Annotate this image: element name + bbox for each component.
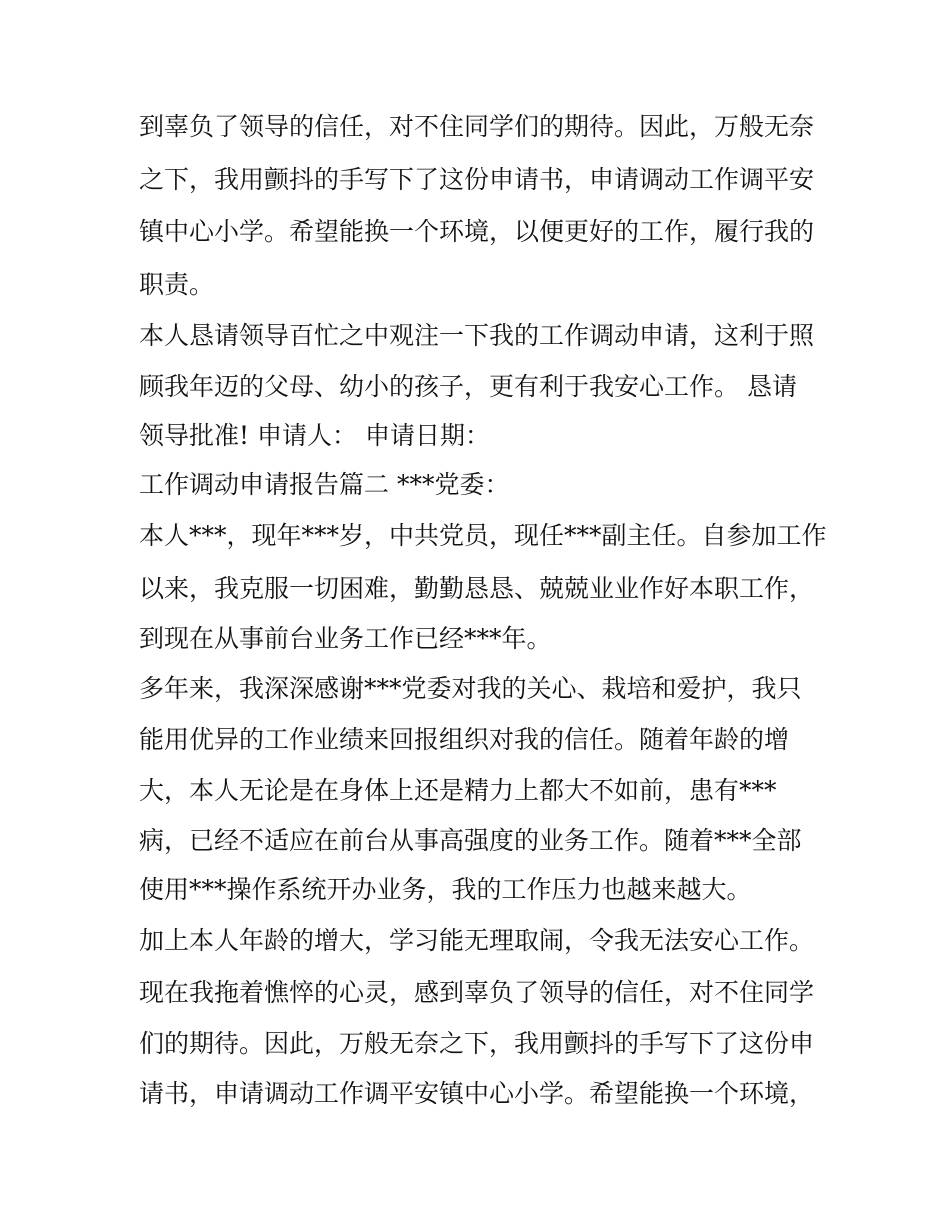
text-line-11: 到现在从事前台业务工作已经***年。 — [139, 624, 552, 653]
text-line-4: 职责。 — [139, 270, 215, 299]
text-line-8: 工作调动申请报告篇二 ***党委： — [139, 470, 510, 499]
text-line-17: 加上本人年龄的增大，学习能无理取闹，令我无法安心工作。 — [139, 926, 815, 955]
text-line-10: 以来，我克服一切困难，勤勤恳恳、兢兢业业作好本职工作， — [139, 574, 815, 603]
text-line-20: 请书，申请调动工作调平安镇中心小学。希望能换一个环境， — [139, 1079, 815, 1108]
text-line-3: 镇中心小学。希望能换一个环境，以便更好的工作，履行我的 — [139, 217, 815, 246]
text-line-14: 大，本人无论是在身体上还是精力上都大不如前，患有*** — [139, 776, 777, 805]
text-line-16: 使用***操作系统开办业务，我的工作压力也越来越大。 — [139, 875, 752, 904]
text-line-7: 领导批准! 申请人： 申请日期： — [139, 421, 490, 450]
text-line-18: 现在我拖着憔悴的心灵，感到辜负了领导的信任，对不住同学 — [139, 978, 815, 1007]
text-line-6: 顾我年迈的父母、幼小的孩子，更有利于我安心工作。 恳请 — [139, 372, 797, 401]
text-line-13: 能用优异的工作业绩来回报组织对我的信任。随着年龄的增 — [139, 725, 790, 754]
text-line-1: 到辜负了领导的信任，对不住同学们的期待。因此，万般无奈 — [139, 112, 815, 141]
text-line-5: 本人恳请领导百忙之中观注一下我的工作调动申请，这利于照 — [139, 321, 815, 350]
text-line-9: 本人***，现年***岁，中共党员，现任***副主任。自参加工作 — [139, 521, 827, 550]
text-line-15: 病，已经不适应在前台从事高强度的业务工作。随着***全部 — [139, 826, 802, 855]
text-line-12: 多年来，我深深感谢***党委对我的关心、栽培和爱护，我只 — [139, 674, 802, 703]
text-line-19: 们的期待。因此，万般无奈之下，我用颤抖的手写下了这份申 — [139, 1029, 815, 1058]
text-line-2: 之下，我用颤抖的手写下了这份申请书，申请调动工作调平安 — [139, 165, 815, 194]
